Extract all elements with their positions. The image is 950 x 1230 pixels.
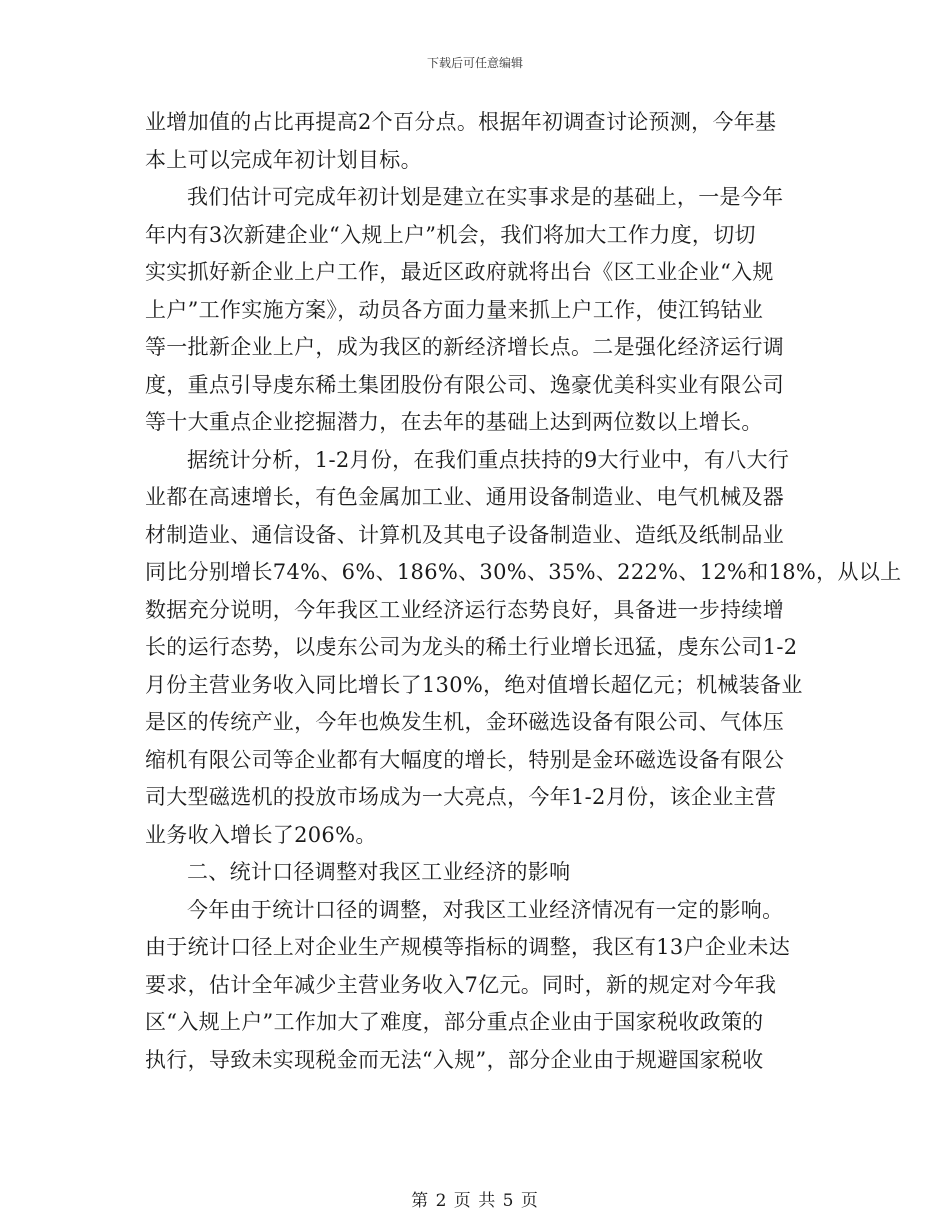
- text-line: 同比分别增长74%、6%、186%、30%、35%、222%、12%和18%，从以上: [145, 560, 902, 584]
- text-line: 等十大重点企业挖掘潜力，在去年的基础上达到两位数以上增长。: [145, 410, 763, 434]
- text-line: 是区的传统产业，今年也焕发生机，金环磁选设备有限公司、气体压: [145, 710, 784, 734]
- paragraph-start-line: 今年由于统计口径的调整，对我区工业经济情况有一定的影响。: [187, 897, 784, 922]
- text-line: 上户”工作实施方案》，动员各方面力量来抓上户工作，使江钨钴业: [145, 297, 764, 322]
- text-line: 缩机有限公司等企业都有大幅度的增长，特别是金环磁选设备有限公: [145, 747, 784, 772]
- text-line: 月份主营业务收入同比增长了130%，绝对值增长超亿元；机械装备业: [145, 672, 803, 697]
- text-line: 本上可以完成年初计划目标。: [145, 147, 422, 172]
- paragraph-start-line: 据统计分析，1-2月份，在我们重点扶持的9大行业中，有八大行: [187, 447, 790, 472]
- text-line: 等一批新企业上户，成为我区的新经济增长点。二是强化经济运行调: [145, 335, 784, 359]
- section-heading: 二、统计口径调整对我区工业经济的影响: [187, 860, 571, 884]
- text-line: 要求，估计全年减少主营业务收入7亿元。同时，新的规定对今年我: [145, 972, 777, 997]
- text-line: 度，重点引导虔东稀土集团股份有限公司、逸豪优美科实业有限公司: [145, 372, 784, 397]
- text-line: 业增加值的占比再提高2个百分点。根据年初调查讨论预测，今年基: [145, 110, 777, 134]
- text-line: 数据充分说明，今年我区工业经济运行态势良好，具备进一步持续增: [145, 597, 784, 622]
- text-line: 执行，导致未实现税金而无法“入规”，部分企业由于规避国家税收: [145, 1047, 764, 1072]
- document-body: [145, 104, 902, 1079]
- header-note: 下载后可任意编辑: [426, 56, 523, 70]
- text-line: 司大型磁选机的投放市场成为一大亮点，今年1-2月份，该企业主营: [145, 785, 777, 809]
- text-line: 区“入规上户”工作加大了难度，部分重点企业由于国家税收政策的: [145, 1010, 764, 1034]
- text-line: 实实抓好新企业上户工作，最近区政府就将出台《区工业企业“入规: [145, 260, 774, 284]
- paragraph-start-line: 我们估计可完成年初计划是建立在实事求是的基础上，一是今年: [187, 185, 784, 209]
- text-line: 由于统计口径上对企业生产规模等指标的调整，我区有13户企业未达: [145, 935, 791, 959]
- text-line: 业都在高速增长，有色金属加工业、通用设备制造业、电气机械及器: [145, 485, 784, 509]
- page-number-footer: 第 2 页 共 5 页: [411, 1191, 539, 1211]
- text-line: 年内有3次新建企业“入规上户”机会，我们将加大工作力度，切切: [145, 222, 756, 247]
- text-line: 长的运行态势，以虔东公司为龙头的稀土行业增长迅猛，虔东公司1-2: [145, 635, 798, 659]
- text-line: 材制造业、通信设备、计算机及其电子设备制造业、造纸及纸制品业: [145, 522, 784, 547]
- text-line: 业务收入增长了206%。: [145, 822, 377, 847]
